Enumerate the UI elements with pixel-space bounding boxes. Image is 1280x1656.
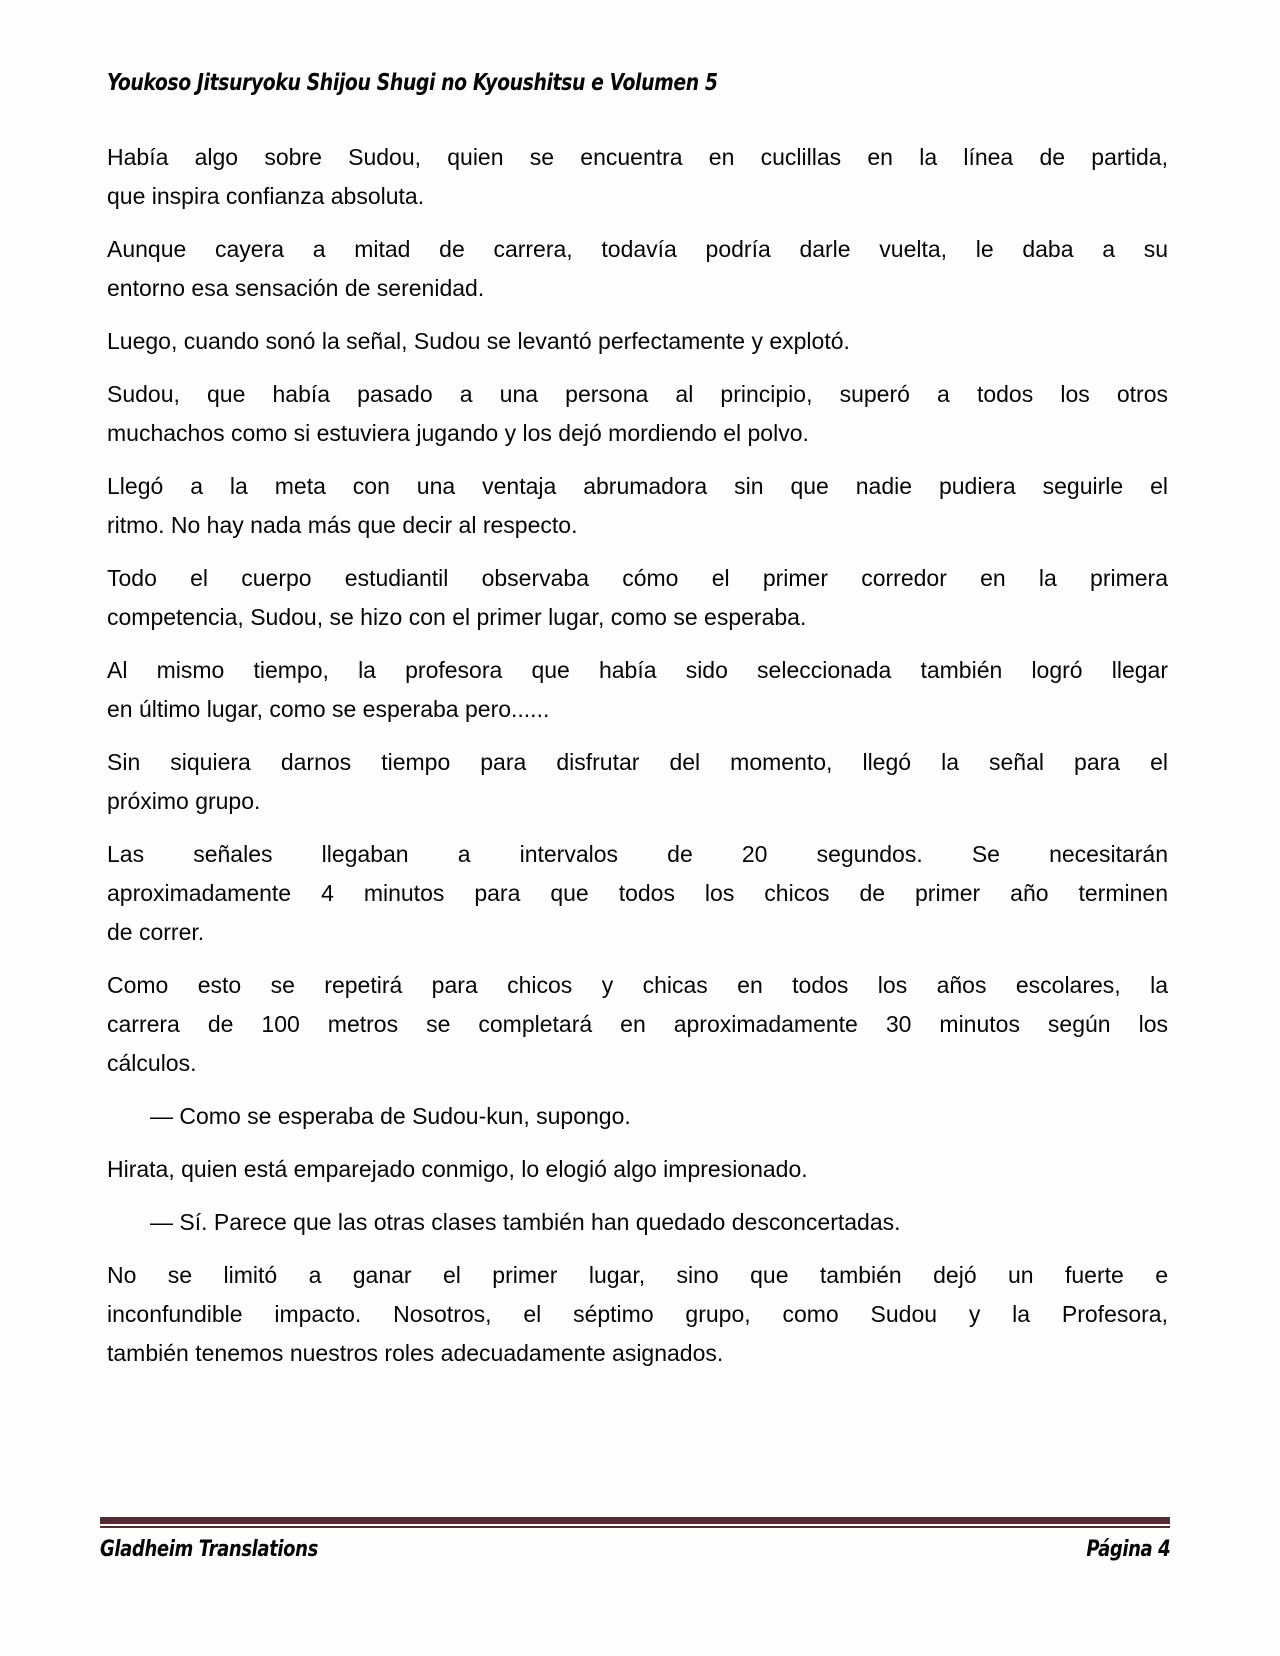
translator-credit: Gladheim Translations (100, 1537, 318, 1562)
text-line: Sudou, que había pasado a una persona al principio, superó a todos los otros (107, 381, 1168, 407)
page-header (107, 70, 1177, 96)
paragraph (107, 559, 1168, 637)
text-line: de correr. (107, 919, 205, 945)
text-line: — Como se esperaba de Sudou-kun, supongo. (150, 1103, 631, 1129)
text-line: Las señales llegaban a intervalos de 20 segundos. Se necesitarán (107, 841, 1168, 867)
text-line: inconfundible impacto. Nosotros, el séptimo grupo, como Sudou y la Profesora, (107, 1301, 1168, 1327)
text-line: que inspira confianza absoluta. (107, 183, 425, 209)
text-line: ritmo. No hay nada más que decir al respecto. (107, 512, 578, 538)
page-number: Página 4 (1086, 1537, 1170, 1562)
paragraph (107, 138, 1168, 216)
paragraph (107, 743, 1168, 821)
dialogue-paragraph (107, 1097, 1168, 1136)
text-line: aproximadamente 4 minutos para que todos los chicos de primer año terminen (107, 880, 1168, 906)
footer-text-row (100, 1537, 1170, 1562)
text-line: Como esto se repetirá para chicos y chicas en todos los años escolares, la (107, 972, 1168, 998)
paragraph (107, 966, 1168, 1083)
paragraph (107, 1150, 1168, 1189)
text-line: próximo grupo. (107, 788, 261, 814)
paragraph (107, 322, 1168, 361)
paragraph (107, 1256, 1168, 1373)
text-line: Sin siquiera darnos tiempo para disfrutar del momento, llegó la señal para el (107, 749, 1168, 775)
text-line: Todo el cuerpo estudiantil observaba cómo el primer corredor en la primera (107, 565, 1168, 591)
paragraph (107, 651, 1168, 729)
text-line: en último lugar, como se esperaba pero...... (107, 696, 550, 722)
document-body (107, 138, 1168, 1387)
text-line: Había algo sobre Sudou, quien se encuentra en cuclillas en la línea de partida, (107, 144, 1168, 170)
text-line: Al mismo tiempo, la profesora que había sido seleccionada también logró llegar (107, 657, 1168, 683)
text-line: Llegó a la meta con una ventaja abrumadora sin que nadie pudiera seguirle el (107, 473, 1168, 499)
volume-title: Youkoso Jitsuryoku Shijou Shugi no Kyoushitsu e Volumen 5 (107, 70, 718, 96)
text-line: muchachos como si estuviera jugando y los dejó mordiendo el polvo. (107, 420, 809, 446)
text-line: Aunque cayera a mitad de carrera, todavía podría darle vuelta, le daba a su (107, 236, 1168, 262)
paragraph (107, 835, 1168, 952)
footer-rule (100, 1517, 1170, 1528)
text-line: Luego, cuando sonó la señal, Sudou se levantó perfectamente y explotó. (107, 328, 850, 354)
text-line: entorno esa sensación de serenidad. (107, 275, 485, 301)
text-line: cálculos. (107, 1050, 197, 1076)
text-line: competencia, Sudou, se hizo con el primer lugar, como se esperaba. (107, 604, 807, 630)
text-line: carrera de 100 metros se completará en aproximadamente 30 minutos según los (107, 1011, 1168, 1037)
text-line: — Sí. Parece que las otras clases también han quedado desconcertadas. (150, 1209, 901, 1235)
dialogue-paragraph (107, 1203, 1168, 1242)
paragraph (107, 467, 1168, 545)
text-line: No se limitó a ganar el primer lugar, sino que también dejó un fuerte e (107, 1262, 1168, 1288)
page-footer (100, 1517, 1170, 1562)
paragraph (107, 230, 1168, 308)
rule-thick-bar (100, 1517, 1170, 1524)
rule-thin-bar (100, 1526, 1170, 1528)
text-line: también tenemos nuestros roles adecuadamente asignados. (107, 1340, 724, 1366)
text-line: Hirata, quien está emparejado conmigo, lo elogió algo impresionado. (107, 1156, 808, 1182)
paragraph (107, 375, 1168, 453)
